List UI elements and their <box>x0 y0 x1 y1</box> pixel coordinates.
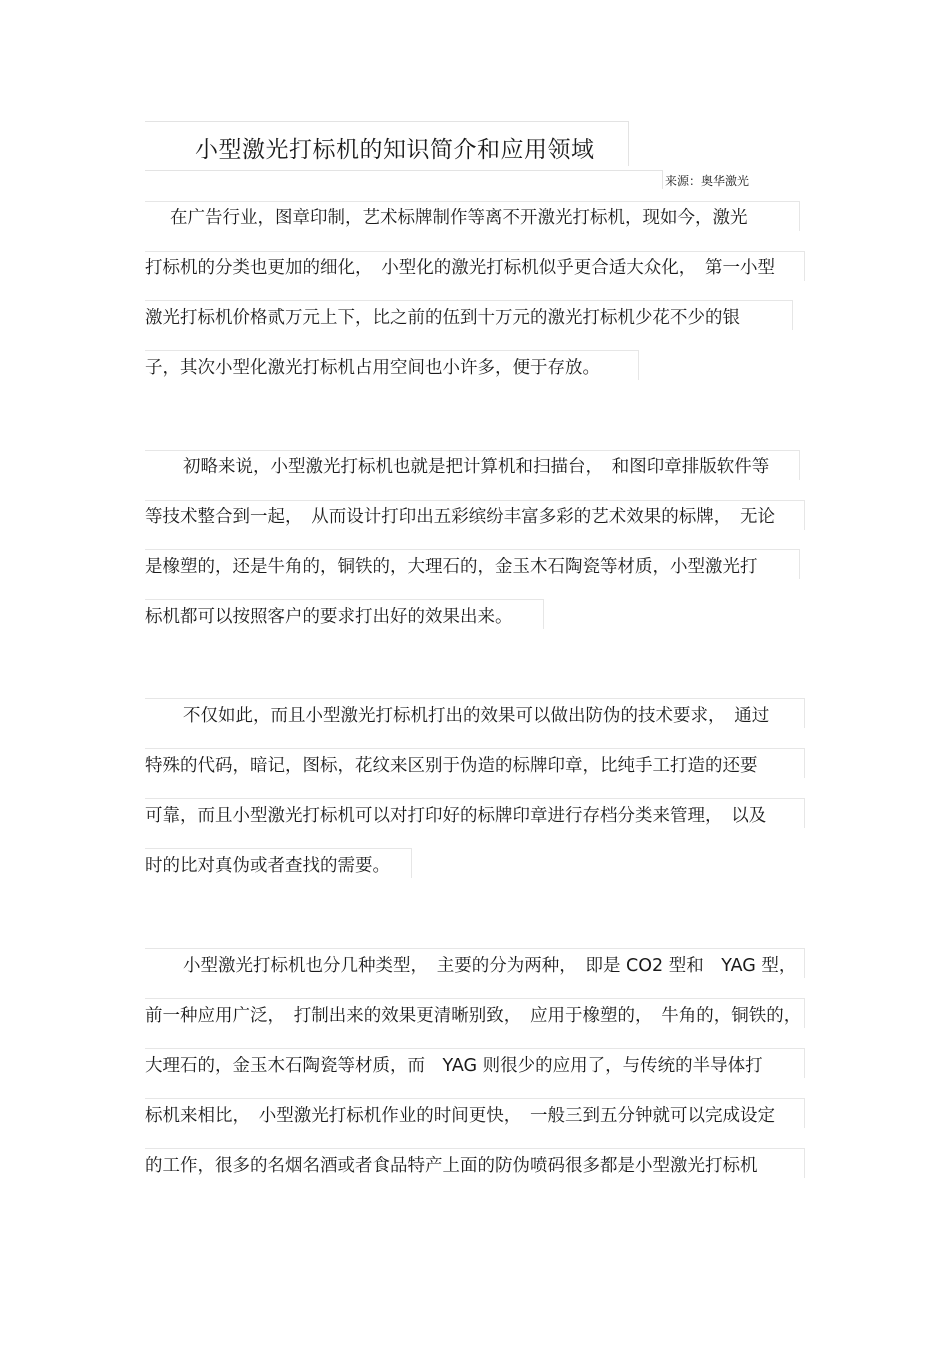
paragraph-line: 在广告行业，图章印制，艺术标牌制作等离不开激光打标机，现如今，激光 <box>170 208 748 228</box>
paragraph-line: 的工作，很多的名烟名酒或者食品特产上面的防伪喷码很多都是小型激光打标机 <box>145 1156 758 1176</box>
paragraph-line: 不仅如此，而且小型激光打标机打出的效果可以做出防伪的技术要求， 通过 <box>183 706 770 726</box>
source-frame <box>145 170 663 189</box>
paragraph-line: 可靠，而且小型激光打标机可以对打印好的标牌印章进行存档分类来管理， 以及 <box>145 806 767 826</box>
paragraph-line: 子，其次小型化激光打标机占用空间也小许多，便于存放。 <box>145 358 600 378</box>
paragraph-line: 特殊的代码，暗记，图标，花纹来区别于伪造的标牌印章，比纯手工打造的还要 <box>145 756 758 776</box>
paragraph-line: 激光打标机价格贰万元上下，比之前的伍到十万元的激光打标机少花不少的银 <box>145 308 740 328</box>
paragraph-line: 标机都可以按照客户的要求打出好的效果出来。 <box>145 607 513 627</box>
paragraph-line: 是橡塑的，还是牛角的，铜铁的，大理石的，金玉木石陶瓷等材质，小型激光打 <box>145 557 758 577</box>
paragraph-line: 小型激光打标机也分几种类型， 主要的分为两种， 即是 CO2 型和 YAG 型， <box>183 956 797 976</box>
paragraph-line: 打标机的分类也更加的细化， 小型化的激光打标机似乎更合适大众化， 第一小型 <box>145 258 775 278</box>
paragraph-line: 标机来相比， 小型激光打标机作业的时间更快， 一般三到五分钟就可以完成设定 <box>145 1106 775 1126</box>
document-title: 小型激光打标机的知识简介和应用领域 <box>195 137 595 163</box>
paragraph-line: 等技术整合到一起， 从而设计打印出五彩缤纷丰富多彩的艺术效果的标牌， 无论 <box>145 507 775 527</box>
source-attribution: 来源：奥华激光 <box>665 174 750 188</box>
paragraph-line: 大理石的，金玉木石陶瓷等材质，而 YAG 则很少的应用了，与传统的半导体打 <box>145 1056 763 1076</box>
paragraph-line: 时的比对真伪或者查找的需要。 <box>145 856 390 876</box>
paragraph-line: 初略来说，小型激光打标机也就是把计算机和扫描台， 和图印章排版软件等 <box>183 457 770 477</box>
paragraph-line: 前一种应用广泛， 打制出来的效果更清晰别致， 应用于橡塑的， 牛角的，铜铁的， <box>145 1006 802 1026</box>
